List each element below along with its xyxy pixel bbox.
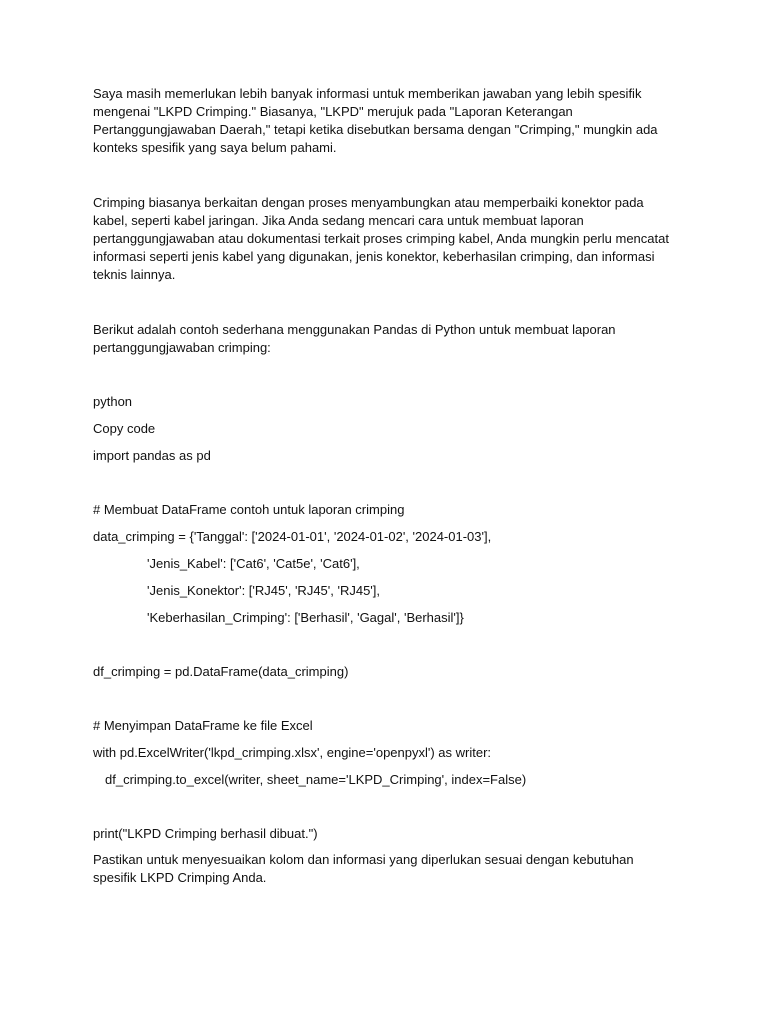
paragraph-line: Crimping biasanya berkaitan dengan proses menyambungkan atau memperbaiki konektor pada [93, 195, 644, 210]
copy-code-button[interactable]: Copy code [93, 421, 156, 436]
code-line-dict: 'Keberhasilan_Crimping': ['Berhasil', 'Gagal', 'Berhasil']} [147, 610, 464, 625]
code-line-import: import pandas as pd [93, 448, 211, 463]
spacer [93, 636, 693, 663]
code-line-dict: data_crimping = {'Tanggal': ['2024-01-01', '2024-01-02', '2024-01-03'], [93, 529, 492, 544]
code-language-label: python [93, 394, 133, 409]
spacer [93, 798, 693, 825]
spacer [93, 284, 693, 321]
spacer [93, 474, 693, 501]
paragraph-line: spesifik LKPD Crimping Anda. [93, 870, 267, 885]
paragraph-example-intro [93, 321, 693, 357]
code-line-to-excel: df_crimping.to_excel(writer, sheet_name='LKPD_Crimping', index=False) [105, 772, 527, 787]
paragraph-line: Pastikan untuk menyesuaikan kolom dan informasi yang diperlukan sesuai dengan kebutuhan [93, 852, 634, 867]
paragraph-line: informasi seperti jenis kabel yang digunakan, jenis konektor, keberhasilan crimping, dan informasi [93, 249, 655, 264]
code-line-dict: 'Jenis_Konektor': ['RJ45', 'RJ45', 'RJ45'], [147, 583, 381, 598]
code-block [93, 393, 693, 852]
code-line-dict: 'Jenis_Kabel': ['Cat6', 'Cat5e', 'Cat6'], [147, 556, 360, 571]
spacer [93, 690, 693, 717]
paragraph-intro [93, 85, 693, 157]
paragraph-line: konteks spesifik yang saya belum pahami. [93, 140, 337, 155]
paragraph-line: kabel, seperti kabel jaringan. Jika Anda sedang mencari cara untuk membuat laporan [93, 213, 584, 228]
document-content [93, 85, 693, 887]
code-line-dataframe: df_crimping = pd.DataFrame(data_crimping) [93, 664, 349, 679]
paragraph-line: pertanggungjawaban crimping: [93, 340, 271, 355]
code-comment: # Membuat DataFrame contoh untuk laporan crimping [93, 502, 405, 517]
paragraph-line: Saya masih memerlukan lebih banyak informasi untuk memberikan jawaban yang lebih spesifik [93, 86, 642, 101]
paragraph-line: Berikut adalah contoh sederhana menggunakan Pandas di Python untuk membuat laporan [93, 322, 616, 337]
spacer [93, 357, 693, 393]
paragraph-line: pertanggungjawaban atau dokumentasi terkait proses crimping kabel, Anda mungkin perlu mencatat [93, 231, 669, 246]
paragraph-closing [93, 851, 693, 887]
code-line-with: with pd.ExcelWriter('lkpd_crimping.xlsx', engine='openpyxl') as writer: [93, 745, 492, 760]
paragraph-line: teknis lainnya. [93, 267, 176, 282]
paragraph-line: Pertanggungjawaban Daerah," tetapi ketika disebutkan bersama dengan "Crimping," mungkin ada [93, 122, 658, 137]
paragraph-line: mengenai "LKPD Crimping." Biasanya, "LKPD" merujuk pada "Laporan Keterangan [93, 104, 573, 119]
code-line-print: print("LKPD Crimping berhasil dibuat.") [93, 826, 318, 841]
paragraph-crimping [93, 194, 693, 284]
spacer [93, 157, 693, 194]
code-comment: # Menyimpan DataFrame ke file Excel [93, 718, 313, 733]
